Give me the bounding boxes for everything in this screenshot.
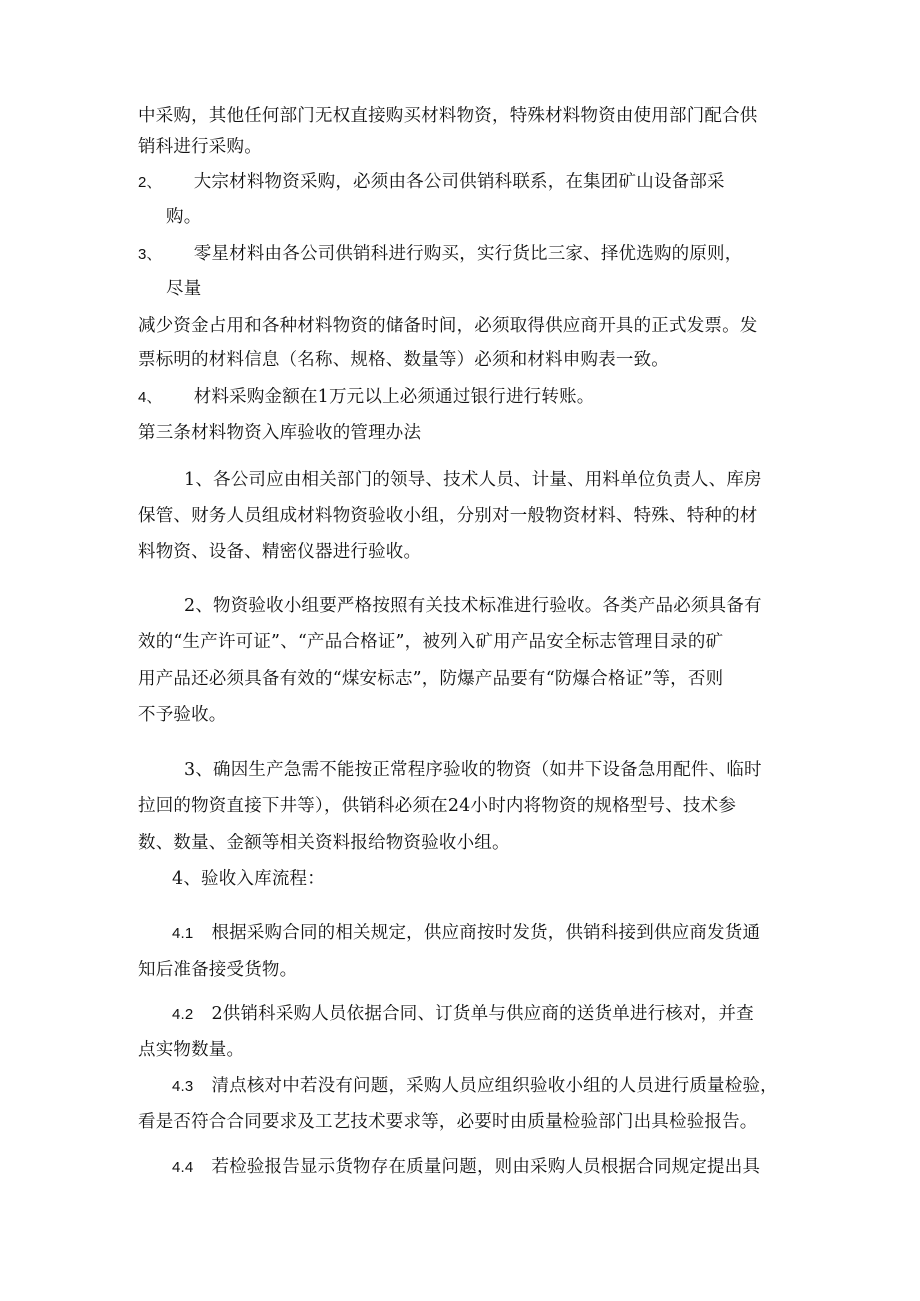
paragraph-line: 销科进行采购。 xyxy=(138,137,262,157)
paragraph-line: 1、各公司应由相关部门的领导、技术人员、计量、用料单位负责人、库房 xyxy=(184,470,762,490)
paragraph-line: 点实物数量。 xyxy=(138,1040,245,1060)
list-item-4 xyxy=(138,385,594,410)
paragraph-line: 3、确因生产急需不能按正常程序验收的物资（如井下设备急用配件、临时 xyxy=(184,760,762,780)
subsection-4-3 xyxy=(172,1074,778,1099)
paragraph-line: 购。 xyxy=(166,207,202,227)
subsection-number: 4.4 xyxy=(172,1159,194,1176)
paragraph-line: 中采购，其他任何部门无权直接购买材料物资，特殊材料物资由使用部门配合供 xyxy=(138,106,758,126)
list-number: 4、 xyxy=(138,389,162,406)
list-item-2 xyxy=(138,170,725,195)
paragraph-line: 票标明的材料信息（名称、规格、数量等）必须和材料申购表一致。 xyxy=(138,350,669,370)
list-number: 2、 xyxy=(138,174,162,191)
subsection-text: 清点核对中若没有问题，采购人员应组织验收小组的人员进行质量检验， xyxy=(211,1076,778,1096)
paragraph-line: 不予验收。 xyxy=(138,705,227,725)
subsection-text: 2供销科采购人员依据合同、订货单与供应商的送货单进行核对，并查 xyxy=(211,1004,754,1024)
subsection-4-2 xyxy=(172,1002,754,1027)
paragraph-line: 料物资、设备、精密仪器进行验收。 xyxy=(138,542,422,562)
paragraph-line: 看是否符合合同要求及工艺技术要求等，必要时由质量检验部门出具检验报告。 xyxy=(138,1112,758,1132)
list-item-text: 材料采购金额在1万元以上必须通过银行进行转账。 xyxy=(193,387,595,407)
paragraph-line: 效的“生产许可证”、“产品合格证”，被列入矿用产品安全标志管理目录的矿 xyxy=(138,632,724,652)
paragraph-line: 用产品还必须具备有效的“煤安标志”，防爆产品要有“防爆合格证”等，否则 xyxy=(138,669,724,689)
list-item-text: 零星材料由各公司供销科进行购买，实行货比三家、择优选购的原则， xyxy=(193,244,743,264)
paragraph-line: 4、验收入库流程： xyxy=(172,869,325,889)
paragraph-line: 尽量 xyxy=(166,279,202,299)
subsection-number: 4.1 xyxy=(172,925,194,942)
paragraph-line: 保管、财务人员组成材料物资验收小组，分别对一般物资材料、特殊、特种的材 xyxy=(138,506,758,526)
list-number: 3、 xyxy=(138,246,162,263)
subsection-number: 4.3 xyxy=(172,1078,194,1095)
subsection-4-4 xyxy=(172,1155,760,1180)
subsection-text: 根据采购合同的相关规定，供应商按时发货，供销科接到供应商发货通 xyxy=(211,923,761,943)
subsection-4-1 xyxy=(172,921,760,946)
paragraph-line: 2、物资验收小组要严格按照有关技术标准进行验收。各类产品必须具备有 xyxy=(184,596,762,616)
subsection-number: 4.2 xyxy=(172,1006,194,1023)
list-item-text: 大宗材料物资采购，必须由各公司供销科联系，在集团矿山设备部采 xyxy=(193,172,725,192)
paragraph-line: 减少资金占用和各种材料物资的储备时间，必须取得供应商开具的正式发票。发 xyxy=(138,316,758,336)
subsection-text: 若检验报告显示货物存在质量问题，则由采购人员根据合同规定提出具 xyxy=(211,1157,761,1177)
paragraph-line: 拉回的物资直接下井等），供销科必须在24小时内将物资的规格型号、技术参 xyxy=(138,796,737,816)
paragraph-line: 数、数量、金额等相关资料报给物资验收小组。 xyxy=(138,833,510,853)
list-item-3 xyxy=(138,242,742,267)
section-heading: 第三条材料物资入库验收的管理办法 xyxy=(138,423,422,443)
paragraph-line: 知后准备接受货物。 xyxy=(138,960,298,980)
